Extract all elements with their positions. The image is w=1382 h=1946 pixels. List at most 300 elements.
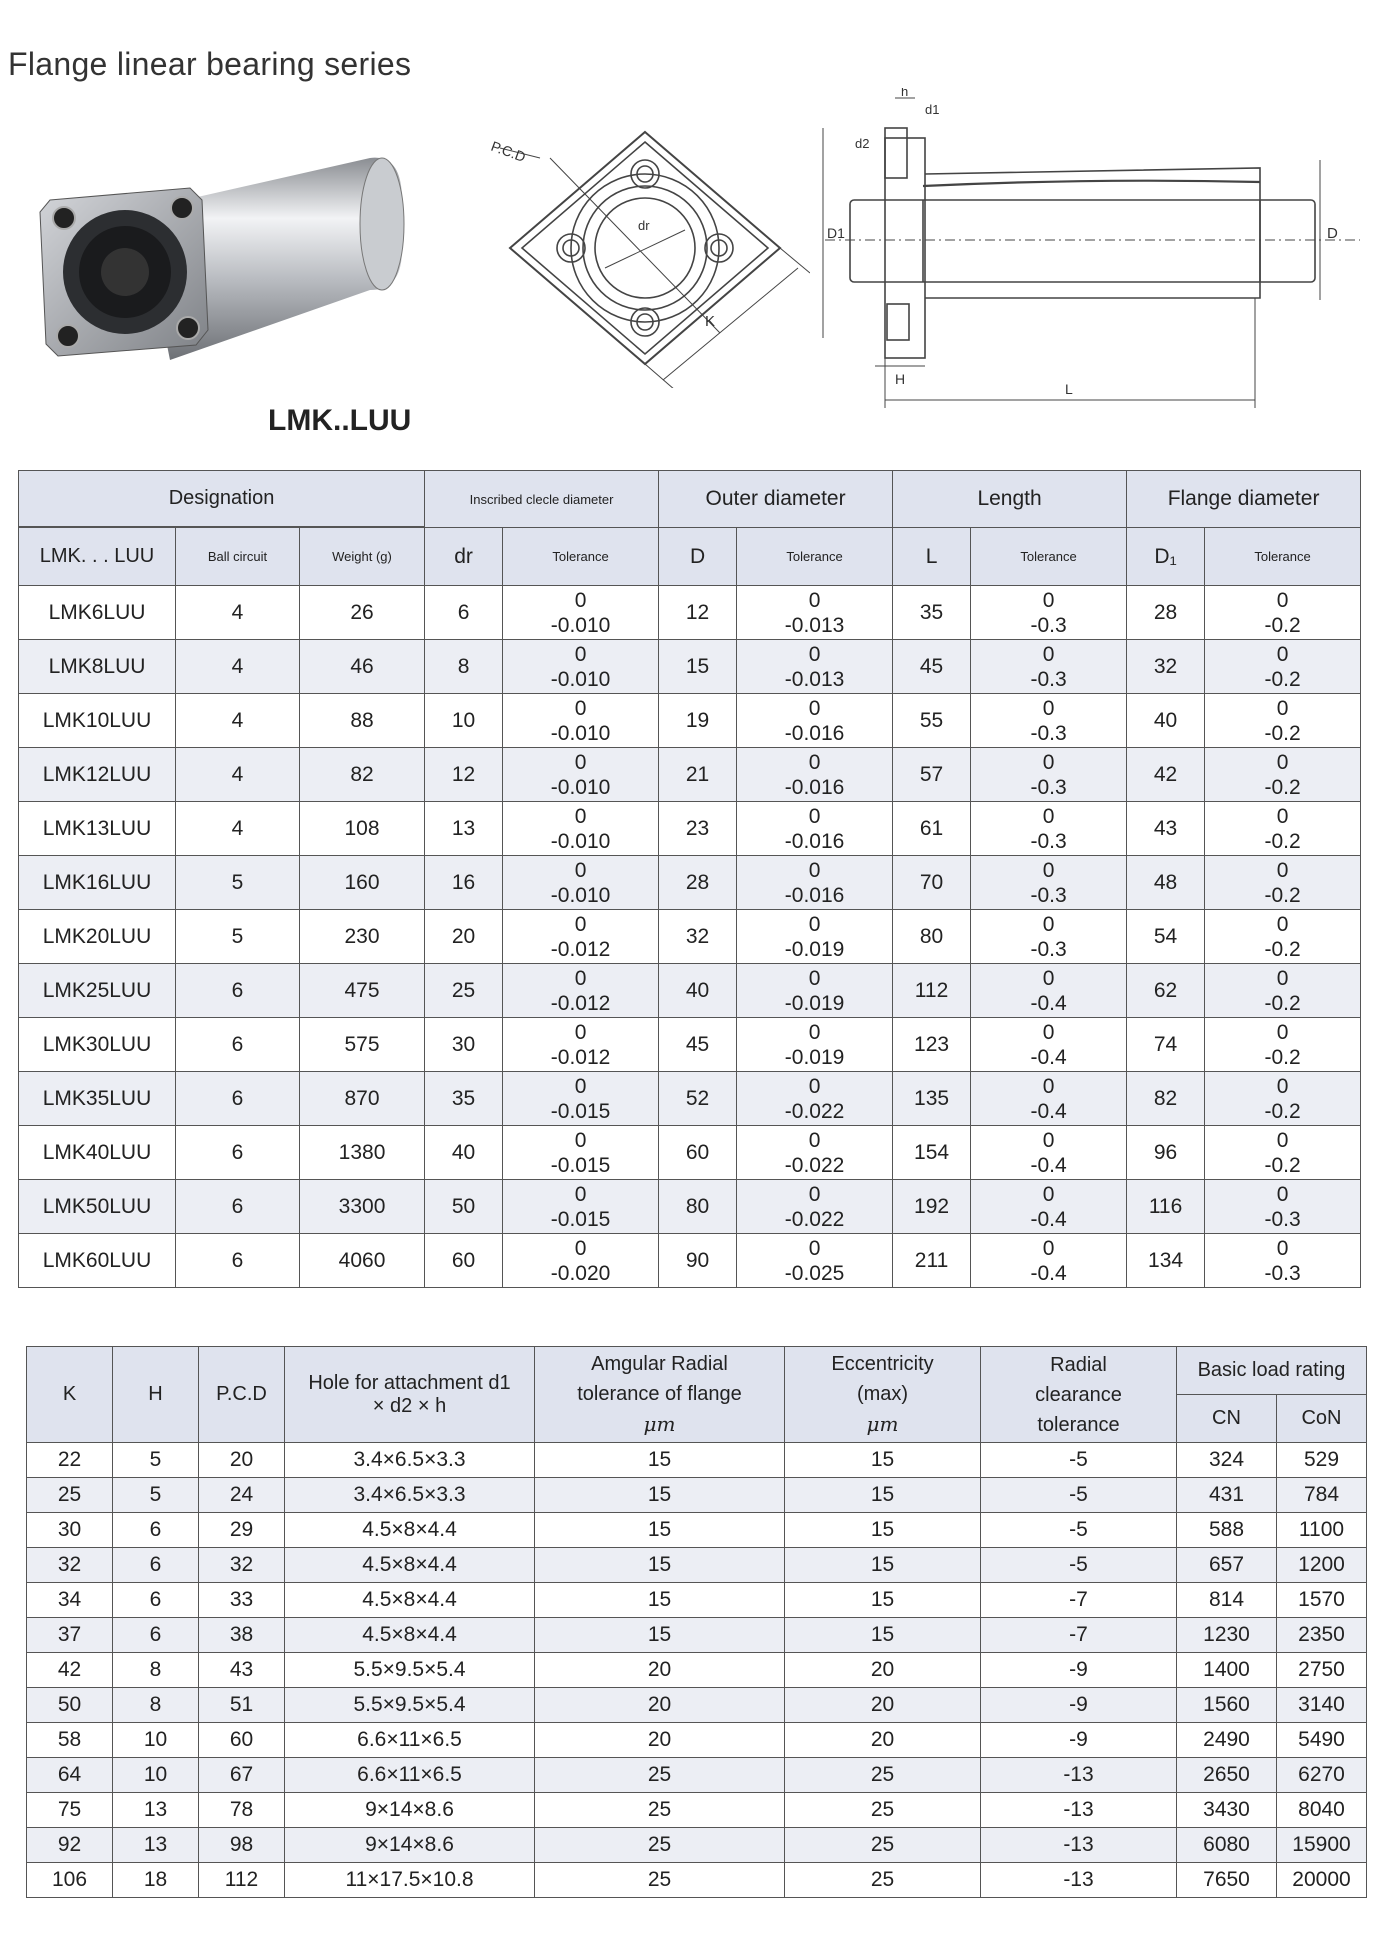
L-tolerance-header: Tolerance bbox=[971, 528, 1127, 586]
cn-cell: 6080 bbox=[1177, 1828, 1277, 1863]
D-cell: 45 bbox=[659, 1018, 737, 1072]
H-cell: 5 bbox=[113, 1443, 199, 1478]
D-cell: 60 bbox=[659, 1126, 737, 1180]
con-cell: 1570 bbox=[1277, 1583, 1367, 1618]
table-row bbox=[19, 586, 1361, 640]
D1-cell: 134 bbox=[1127, 1234, 1205, 1288]
ball-circuit-cell: 4 bbox=[176, 694, 300, 748]
dr-tolerance-cell bbox=[503, 694, 659, 748]
L-tolerance-cell bbox=[971, 856, 1127, 910]
D-cell: 32 bbox=[659, 910, 737, 964]
model-cell: LMK20LUU bbox=[19, 910, 176, 964]
eccentricity-cell: 15 bbox=[785, 1513, 981, 1548]
L-tolerance-cell bbox=[971, 1234, 1127, 1288]
L-cell: 154 bbox=[893, 1126, 971, 1180]
L-tolerance-cell-lower: -0.3 bbox=[1030, 937, 1067, 961]
ball-circuit-cell: 6 bbox=[176, 1072, 300, 1126]
table-row bbox=[19, 964, 1361, 1018]
D1-cell: 28 bbox=[1127, 586, 1205, 640]
D1-cell: 40 bbox=[1127, 694, 1205, 748]
dr-header: dr bbox=[425, 528, 503, 586]
D-tolerance-cell bbox=[737, 1072, 893, 1126]
D-header: D bbox=[659, 528, 737, 586]
D1-tolerance-cell-upper: 0 bbox=[1276, 1236, 1289, 1260]
table-row bbox=[27, 1758, 1367, 1793]
D1-cell: 42 bbox=[1127, 748, 1205, 802]
weight-cell: 82 bbox=[300, 748, 425, 802]
D-cell: 80 bbox=[659, 1180, 737, 1234]
L-cell: 70 bbox=[893, 856, 971, 910]
table-row bbox=[19, 910, 1361, 964]
con-cell: 1100 bbox=[1277, 1513, 1367, 1548]
D1-cell: 82 bbox=[1127, 1072, 1205, 1126]
table-row bbox=[27, 1863, 1367, 1898]
attachment-load-table bbox=[26, 1346, 1367, 1898]
H-label: H bbox=[895, 371, 906, 387]
D1-header: D₁ bbox=[1127, 528, 1205, 586]
D-cell: 23 bbox=[659, 802, 737, 856]
D-tolerance-cell-upper: 0 bbox=[808, 1128, 821, 1152]
angular-cell: 15 bbox=[535, 1478, 785, 1513]
weight-cell: 1380 bbox=[300, 1126, 425, 1180]
cn-cell: 2650 bbox=[1177, 1758, 1277, 1793]
L-tolerance-cell bbox=[971, 694, 1127, 748]
con-cell: 529 bbox=[1277, 1443, 1367, 1478]
D1-tolerance-cell-lower: -0.2 bbox=[1264, 1099, 1301, 1123]
front-view-drawing bbox=[480, 118, 810, 388]
weight-cell: 108 bbox=[300, 802, 425, 856]
D1-tolerance-cell-lower: -0.2 bbox=[1264, 1045, 1301, 1069]
hole-cell: 5.5×9.5×5.4 bbox=[285, 1653, 535, 1688]
L-tolerance-cell-lower: -0.4 bbox=[1030, 1099, 1067, 1123]
inscribed-header: Inscribed clecle diameter bbox=[425, 471, 659, 528]
dr-tolerance-cell-lower: -0.015 bbox=[550, 1153, 611, 1177]
weight-cell: 575 bbox=[300, 1018, 425, 1072]
dr-label: dr bbox=[638, 218, 650, 233]
pcd-cell: 60 bbox=[199, 1723, 285, 1758]
dr-tolerance-cell bbox=[503, 1018, 659, 1072]
L-cell: 135 bbox=[893, 1072, 971, 1126]
D1-tolerance-cell-lower: -0.3 bbox=[1264, 1207, 1301, 1231]
L-tolerance-cell-lower: -0.4 bbox=[1030, 1207, 1067, 1231]
pcd-header: P.C.D bbox=[199, 1347, 285, 1443]
L-tolerance-cell bbox=[971, 1180, 1127, 1234]
L-tolerance-cell-upper: 0 bbox=[1042, 1074, 1055, 1098]
K-cell: 58 bbox=[27, 1723, 113, 1758]
model-cell: LMK12LUU bbox=[19, 748, 176, 802]
con-cell: 20000 bbox=[1277, 1863, 1367, 1898]
L-cell: 35 bbox=[893, 586, 971, 640]
H-cell: 6 bbox=[113, 1548, 199, 1583]
K-cell: 22 bbox=[27, 1443, 113, 1478]
D1-tolerance-cell bbox=[1205, 1234, 1361, 1288]
model-cell: LMK35LUU bbox=[19, 1072, 176, 1126]
ball-circuit-header: Ball circuit bbox=[176, 528, 300, 586]
L-tolerance-cell-upper: 0 bbox=[1042, 858, 1055, 882]
dr-tolerance-cell-lower: -0.010 bbox=[550, 613, 611, 637]
table-row bbox=[19, 1234, 1361, 1288]
table-row bbox=[27, 1478, 1367, 1513]
D-tolerance-cell-lower: -0.016 bbox=[784, 775, 845, 799]
dr-tolerance-cell-upper: 0 bbox=[574, 642, 587, 666]
D-tolerance-cell-upper: 0 bbox=[808, 696, 821, 720]
dr-cell: 25 bbox=[425, 964, 503, 1018]
pcd-cell: 32 bbox=[199, 1548, 285, 1583]
con-cell: 6270 bbox=[1277, 1758, 1367, 1793]
side-view-drawing bbox=[815, 88, 1375, 418]
D-cell: 40 bbox=[659, 964, 737, 1018]
D-tolerance-cell bbox=[737, 1180, 893, 1234]
K-cell: 32 bbox=[27, 1548, 113, 1583]
eccentricity-cell: 25 bbox=[785, 1793, 981, 1828]
eccentricity-cell: 15 bbox=[785, 1478, 981, 1513]
weight-cell: 46 bbox=[300, 640, 425, 694]
weight-cell: 475 bbox=[300, 964, 425, 1018]
dimensions-table bbox=[18, 470, 1361, 1288]
D-tolerance-cell-upper: 0 bbox=[808, 804, 821, 828]
D-tolerance-header: Tolerance bbox=[737, 528, 893, 586]
table-row bbox=[19, 694, 1361, 748]
D1-tolerance-cell-upper: 0 bbox=[1276, 1020, 1289, 1044]
hole-cell: 9×14×8.6 bbox=[285, 1793, 535, 1828]
angular-cell: 25 bbox=[535, 1758, 785, 1793]
H-cell: 18 bbox=[113, 1863, 199, 1898]
L-tolerance-cell-upper: 0 bbox=[1042, 804, 1055, 828]
D-tolerance-cell-upper: 0 bbox=[808, 1074, 821, 1098]
D1-cell: 74 bbox=[1127, 1018, 1205, 1072]
ball-circuit-cell: 5 bbox=[176, 856, 300, 910]
L-tolerance-cell-lower: -0.4 bbox=[1030, 1045, 1067, 1069]
D1-cell: 48 bbox=[1127, 856, 1205, 910]
hole-header: Hole for attachment d1 × d2 × h bbox=[285, 1347, 535, 1443]
con-cell: 15900 bbox=[1277, 1828, 1367, 1863]
radial-cell: -5 bbox=[981, 1548, 1177, 1583]
D-tolerance-cell bbox=[737, 1018, 893, 1072]
L-tolerance-cell-lower: -0.4 bbox=[1030, 991, 1067, 1015]
D1-tolerance-cell-upper: 0 bbox=[1276, 1074, 1289, 1098]
angular-header bbox=[535, 1347, 785, 1443]
L-cell: 192 bbox=[893, 1180, 971, 1234]
dr-tolerance-cell bbox=[503, 640, 659, 694]
con-cell: 2750 bbox=[1277, 1653, 1367, 1688]
D1-tolerance-cell-lower: -0.2 bbox=[1264, 883, 1301, 907]
L-tolerance-cell bbox=[971, 964, 1127, 1018]
dr-tolerance-cell-upper: 0 bbox=[574, 858, 587, 882]
L-tolerance-cell-lower: -0.3 bbox=[1030, 883, 1067, 907]
radial-cell: -5 bbox=[981, 1513, 1177, 1548]
radial-cell: -13 bbox=[981, 1758, 1177, 1793]
L-tolerance-cell-lower: -0.3 bbox=[1030, 721, 1067, 745]
table-row bbox=[27, 1828, 1367, 1863]
D-tolerance-cell-upper: 0 bbox=[808, 1236, 821, 1260]
hole-cell: 3.4×6.5×3.3 bbox=[285, 1443, 535, 1478]
D-tolerance-cell-lower: -0.022 bbox=[784, 1099, 845, 1123]
table-row bbox=[27, 1723, 1367, 1758]
D-tolerance-cell bbox=[737, 640, 893, 694]
hole-cell: 4.5×8×4.4 bbox=[285, 1513, 535, 1548]
con-cell: 2350 bbox=[1277, 1618, 1367, 1653]
D-cell: 15 bbox=[659, 640, 737, 694]
dr-tolerance-cell bbox=[503, 1072, 659, 1126]
table-row bbox=[27, 1583, 1367, 1618]
K-header: K bbox=[27, 1347, 113, 1443]
cn-cell: 3430 bbox=[1177, 1793, 1277, 1828]
con-cell: 5490 bbox=[1277, 1723, 1367, 1758]
table-row bbox=[27, 1548, 1367, 1583]
dr-cell: 16 bbox=[425, 856, 503, 910]
D-tolerance-cell bbox=[737, 856, 893, 910]
model-cell: LMK60LUU bbox=[19, 1234, 176, 1288]
dr-tolerance-cell-lower: -0.015 bbox=[550, 1207, 611, 1231]
weight-header: Weight (g) bbox=[300, 528, 425, 586]
model-cell: LMK10LUU bbox=[19, 694, 176, 748]
ball-circuit-cell: 5 bbox=[176, 910, 300, 964]
D-tolerance-cell-upper: 0 bbox=[808, 750, 821, 774]
dr-cell: 13 bbox=[425, 802, 503, 856]
angular-cell: 20 bbox=[535, 1688, 785, 1723]
ball-circuit-cell: 6 bbox=[176, 1234, 300, 1288]
dr-cell: 12 bbox=[425, 748, 503, 802]
L-tolerance-cell bbox=[971, 802, 1127, 856]
H-header: H bbox=[113, 1347, 199, 1443]
L-tolerance-cell-upper: 0 bbox=[1042, 696, 1055, 720]
K-cell: 25 bbox=[27, 1478, 113, 1513]
table-row bbox=[19, 1072, 1361, 1126]
pcd-cell: 24 bbox=[199, 1478, 285, 1513]
L-tolerance-cell-upper: 0 bbox=[1042, 1020, 1055, 1044]
D1-cell: 54 bbox=[1127, 910, 1205, 964]
dr-tolerance-cell-upper: 0 bbox=[574, 696, 587, 720]
D-tolerance-cell-lower: -0.019 bbox=[784, 937, 845, 961]
load-rating-header: Basic load rating bbox=[1177, 1347, 1367, 1395]
dr-tolerance-cell bbox=[503, 586, 659, 640]
dr-tolerance-cell-lower: -0.012 bbox=[550, 1045, 611, 1069]
D-cell: 19 bbox=[659, 694, 737, 748]
eccentricity-cell: 20 bbox=[785, 1723, 981, 1758]
angular-cell: 25 bbox=[535, 1863, 785, 1898]
dr-cell: 10 bbox=[425, 694, 503, 748]
D1-tolerance-cell bbox=[1205, 964, 1361, 1018]
model-cell: LMK8LUU bbox=[19, 640, 176, 694]
D-tolerance-cell-upper: 0 bbox=[808, 588, 821, 612]
angular-cell: 25 bbox=[535, 1793, 785, 1828]
D1-cell: 43 bbox=[1127, 802, 1205, 856]
K-cell: 50 bbox=[27, 1688, 113, 1723]
eccentricity-cell: 25 bbox=[785, 1863, 981, 1898]
H-cell: 10 bbox=[113, 1723, 199, 1758]
dr-tolerance-cell-upper: 0 bbox=[574, 588, 587, 612]
D-tolerance-cell bbox=[737, 910, 893, 964]
flange-diameter-header: Flange diameter bbox=[1127, 471, 1361, 528]
radial-cell: -7 bbox=[981, 1583, 1177, 1618]
con-cell: 3140 bbox=[1277, 1688, 1367, 1723]
weight-cell: 160 bbox=[300, 856, 425, 910]
bearing-photo bbox=[30, 140, 450, 440]
dr-tolerance-cell-lower: -0.010 bbox=[550, 775, 611, 799]
pcd-cell: 33 bbox=[199, 1583, 285, 1618]
cn-cell: 1400 bbox=[1177, 1653, 1277, 1688]
model-cell: LMK6LUU bbox=[19, 586, 176, 640]
K-cell: 37 bbox=[27, 1618, 113, 1653]
L-tolerance-cell-upper: 0 bbox=[1042, 1182, 1055, 1206]
dr-tolerance-cell bbox=[503, 856, 659, 910]
D-label: D bbox=[1327, 225, 1338, 242]
L-cell: 80 bbox=[893, 910, 971, 964]
D-tolerance-cell-lower: -0.025 bbox=[784, 1261, 845, 1285]
ball-circuit-cell: 4 bbox=[176, 802, 300, 856]
d2-label: d2 bbox=[855, 136, 870, 151]
angular-unit: μm bbox=[643, 1412, 676, 1436]
table-row bbox=[19, 748, 1361, 802]
model-label: LMK..LUU bbox=[268, 404, 412, 437]
hole-cell: 4.5×8×4.4 bbox=[285, 1583, 535, 1618]
D-tolerance-cell-lower: -0.013 bbox=[784, 613, 845, 637]
L-tolerance-cell-upper: 0 bbox=[1042, 642, 1055, 666]
D1-tolerance-cell-upper: 0 bbox=[1276, 642, 1289, 666]
radial-cell: -13 bbox=[981, 1793, 1177, 1828]
radial-cell: -9 bbox=[981, 1723, 1177, 1758]
D-tolerance-cell bbox=[737, 694, 893, 748]
dr-tolerance-cell-lower: -0.012 bbox=[550, 937, 611, 961]
L-tolerance-cell-lower: -0.4 bbox=[1030, 1153, 1067, 1177]
cn-cell: 814 bbox=[1177, 1583, 1277, 1618]
D-tolerance-cell-upper: 0 bbox=[808, 966, 821, 990]
dr-tolerance-header: Tolerance bbox=[503, 528, 659, 586]
L-tolerance-cell-upper: 0 bbox=[1042, 912, 1055, 936]
table-row bbox=[19, 1126, 1361, 1180]
dr-cell: 35 bbox=[425, 1072, 503, 1126]
dr-tolerance-cell-lower: -0.012 bbox=[550, 991, 611, 1015]
dr-tolerance-cell-upper: 0 bbox=[574, 1236, 587, 1260]
pcd-cell: 78 bbox=[199, 1793, 285, 1828]
D-tolerance-cell-lower: -0.019 bbox=[784, 991, 845, 1015]
D1-tolerance-cell bbox=[1205, 694, 1361, 748]
D1-tolerance-cell bbox=[1205, 586, 1361, 640]
L-tolerance-cell bbox=[971, 640, 1127, 694]
angular-cell: 15 bbox=[535, 1513, 785, 1548]
L-tolerance-cell-upper: 0 bbox=[1042, 966, 1055, 990]
D-tolerance-cell bbox=[737, 1234, 893, 1288]
con-header: CoN bbox=[1277, 1395, 1367, 1443]
con-cell: 8040 bbox=[1277, 1793, 1367, 1828]
k-label: K bbox=[705, 313, 716, 330]
table-row bbox=[19, 1180, 1361, 1234]
dr-cell: 8 bbox=[425, 640, 503, 694]
radial-cell: -5 bbox=[981, 1478, 1177, 1513]
D1-tolerance-cell-upper: 0 bbox=[1276, 966, 1289, 990]
d1-label: d1 bbox=[925, 102, 940, 117]
dr-tolerance-cell-upper: 0 bbox=[574, 1020, 587, 1044]
L-tolerance-cell bbox=[971, 910, 1127, 964]
D1-tolerance-cell-lower: -0.2 bbox=[1264, 829, 1301, 853]
dr-tolerance-cell-lower: -0.010 bbox=[550, 883, 611, 907]
L-header: L bbox=[893, 528, 971, 586]
angular-cell: 15 bbox=[535, 1548, 785, 1583]
designation-header: Designation bbox=[19, 471, 425, 527]
L-tolerance-cell-lower: -0.3 bbox=[1030, 613, 1067, 637]
dr-cell: 30 bbox=[425, 1018, 503, 1072]
ball-circuit-cell: 6 bbox=[176, 1126, 300, 1180]
D1-tolerance-cell bbox=[1205, 1018, 1361, 1072]
eccentricity-header bbox=[785, 1347, 981, 1443]
ball-circuit-cell: 4 bbox=[176, 586, 300, 640]
L-tolerance-cell bbox=[971, 1018, 1127, 1072]
hole-cell: 6.6×11×6.5 bbox=[285, 1723, 535, 1758]
table-row bbox=[27, 1513, 1367, 1548]
radial-cell: -9 bbox=[981, 1688, 1177, 1723]
dr-tolerance-cell bbox=[503, 1126, 659, 1180]
hole-cell: 9×14×8.6 bbox=[285, 1828, 535, 1863]
model-cell: LMK13LUU bbox=[19, 802, 176, 856]
cn-cell: 657 bbox=[1177, 1548, 1277, 1583]
pcd-label: P.C.D bbox=[488, 137, 528, 165]
radial-cell: -5 bbox=[981, 1443, 1177, 1478]
angular-header-label: Amgular Radial tolerance of flange bbox=[577, 1353, 742, 1405]
D-tolerance-cell bbox=[737, 586, 893, 640]
H-cell: 8 bbox=[113, 1653, 199, 1688]
radial-cell: -9 bbox=[981, 1653, 1177, 1688]
dr-tolerance-cell-lower: -0.020 bbox=[550, 1261, 611, 1285]
L-tolerance-cell-upper: 0 bbox=[1042, 1236, 1055, 1260]
D1-tolerance-cell-lower: -0.2 bbox=[1264, 613, 1301, 637]
D-cell: 12 bbox=[659, 586, 737, 640]
eccentricity-cell: 25 bbox=[785, 1828, 981, 1863]
K-cell: 30 bbox=[27, 1513, 113, 1548]
cn-cell: 2490 bbox=[1177, 1723, 1277, 1758]
dr-cell: 6 bbox=[425, 586, 503, 640]
radial-cell: -13 bbox=[981, 1863, 1177, 1898]
model-cell: LMK25LUU bbox=[19, 964, 176, 1018]
eccentricity-cell: 25 bbox=[785, 1758, 981, 1793]
table-row bbox=[27, 1443, 1367, 1478]
table-row bbox=[27, 1793, 1367, 1828]
L-tolerance-cell bbox=[971, 1072, 1127, 1126]
cn-cell: 324 bbox=[1177, 1443, 1277, 1478]
L-tolerance-cell-upper: 0 bbox=[1042, 750, 1055, 774]
D-tolerance-cell-lower: -0.022 bbox=[784, 1207, 845, 1231]
D1-tolerance-cell-upper: 0 bbox=[1276, 750, 1289, 774]
L-tolerance-cell-lower: -0.3 bbox=[1030, 829, 1067, 853]
L-tolerance-cell-upper: 0 bbox=[1042, 1128, 1055, 1152]
angular-cell: 20 bbox=[535, 1653, 785, 1688]
D1-tolerance-cell-lower: -0.2 bbox=[1264, 721, 1301, 745]
dr-tolerance-cell-upper: 0 bbox=[574, 966, 587, 990]
table-row bbox=[19, 856, 1361, 910]
pcd-cell: 38 bbox=[199, 1618, 285, 1653]
L-cell: 211 bbox=[893, 1234, 971, 1288]
D1-tolerance-cell-upper: 0 bbox=[1276, 696, 1289, 720]
D1-tolerance-cell-lower: -0.3 bbox=[1264, 1261, 1301, 1285]
angular-cell: 20 bbox=[535, 1723, 785, 1758]
D1-cell: 116 bbox=[1127, 1180, 1205, 1234]
dr-cell: 40 bbox=[425, 1126, 503, 1180]
D1-tolerance-cell-lower: -0.2 bbox=[1264, 775, 1301, 799]
dr-tolerance-cell bbox=[503, 748, 659, 802]
angular-cell: 15 bbox=[535, 1443, 785, 1478]
length-header: Length bbox=[893, 471, 1127, 528]
weight-cell: 26 bbox=[300, 586, 425, 640]
D1-tolerance-cell bbox=[1205, 802, 1361, 856]
H-cell: 8 bbox=[113, 1688, 199, 1723]
D-tolerance-cell-upper: 0 bbox=[808, 1020, 821, 1044]
dr-tolerance-cell-lower: -0.010 bbox=[550, 667, 611, 691]
L-tolerance-cell bbox=[971, 1126, 1127, 1180]
L-tolerance-cell-upper: 0 bbox=[1042, 588, 1055, 612]
hole-cell: 4.5×8×4.4 bbox=[285, 1548, 535, 1583]
D1-tolerance-cell-upper: 0 bbox=[1276, 804, 1289, 828]
D-tolerance-cell bbox=[737, 802, 893, 856]
D-tolerance-cell-lower: -0.016 bbox=[784, 883, 845, 907]
